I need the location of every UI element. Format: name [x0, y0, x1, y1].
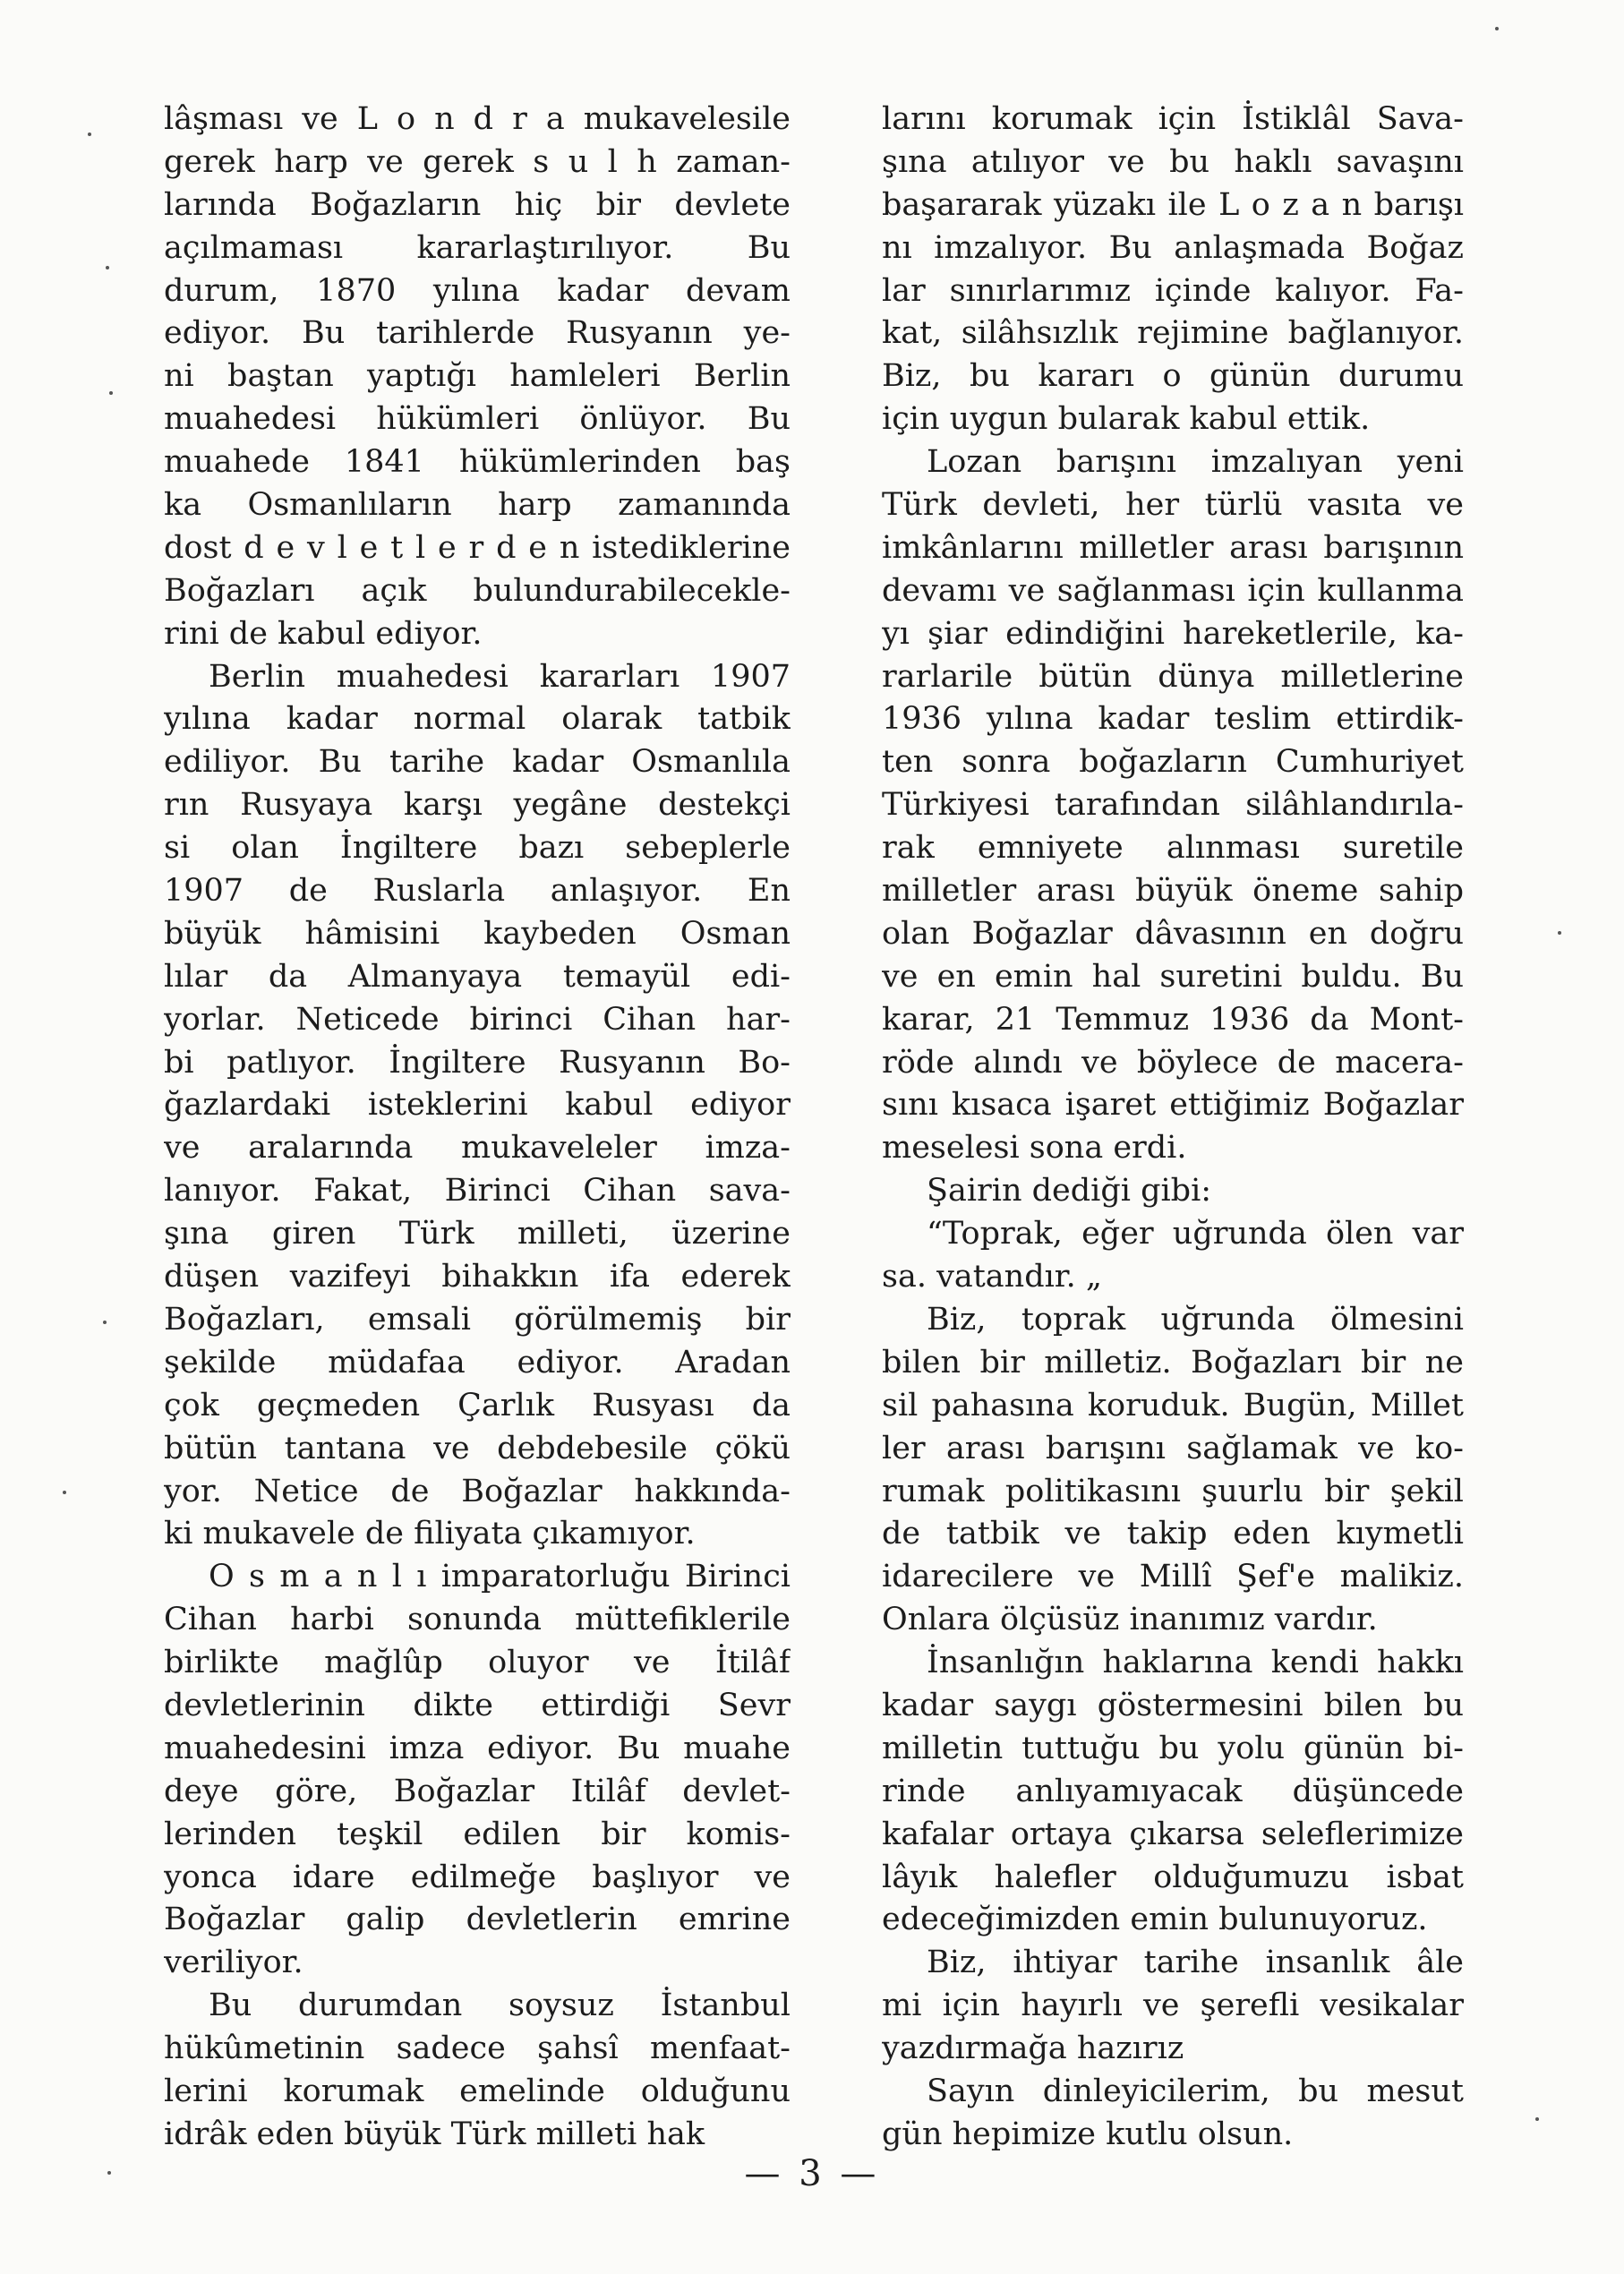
text-line: edeceğimizden emin bulunuyoruz.	[882, 1902, 1428, 1938]
scan-speck	[103, 1321, 107, 1324]
text-line: hükûmetinin sadece şahsî menfaat-	[164, 2030, 791, 2067]
text-line: yılına kadar normal olarak tatbik	[164, 701, 791, 738]
text-line: rak emniyete alınması suretile	[882, 830, 1464, 867]
text-line: olan Boğazlar dâvasının en doğru	[882, 915, 1464, 952]
text-line: lılar da Almanyaya temayül edi-	[164, 958, 791, 995]
text-line: milletin tuttuğu bu yolu günün bi-	[882, 1730, 1464, 1766]
text-line: muahede 1841 hükümlerinden baş	[164, 444, 791, 481]
scan-speck	[1535, 2117, 1539, 2121]
text-line: birlikte mağlûp oluyor ve İtilâf	[164, 1645, 791, 1681]
text-line: milletler arası büyük öneme sahip	[882, 873, 1464, 910]
text-line: de tatbik ve takip eden kıymetli	[882, 1516, 1464, 1552]
text-line: veriliyor.	[164, 1945, 303, 1981]
text-line: “Toprak, eğer uğrunda ölen var	[927, 1216, 1464, 1252]
text-line: Biz, ihtiyar tarihe insanlık âle	[927, 1945, 1464, 1981]
text-line: Boğazları açık bulundurabilecekle-	[164, 572, 791, 609]
text-line: kafalar ortaya çıkarsa seleflerimize	[882, 1816, 1464, 1852]
text-line: O s m a n l ı imparatorluğu Birinci	[209, 1559, 791, 1595]
text-line: ki mukavele de filiyata çıkamıyor.	[164, 1516, 696, 1552]
scan-speck	[107, 2171, 111, 2175]
text-line: Biz, bu kararı o günün durumu	[882, 358, 1464, 395]
text-line: kadar saygı göstermesini bilen bu	[882, 1687, 1464, 1723]
text-line: yonca idare edilmeğe başlıyor ve	[164, 1859, 791, 1895]
text-line: rinde anlıyamıyacak düşüncede	[882, 1773, 1464, 1809]
text-line: Berlin muahedesi kararları 1907	[209, 658, 791, 695]
text-line: Şairin dediği gibi:	[927, 1173, 1212, 1210]
text-line: idrâk eden büyük Türk milleti hak	[164, 2116, 705, 2152]
scan-speck	[109, 391, 113, 395]
text-line: açılmaması kararlaştırılıyor. Bu	[164, 229, 791, 266]
text-line: sını kısaca işaret ettiğimiz Boğazlar	[882, 1087, 1464, 1124]
text-line: rini de kabul ediyor.	[164, 615, 483, 652]
text-line: devletlerinin dikte ettirdiği Sevr	[164, 1687, 791, 1723]
text-line: Türk devleti, her türlü vasıta ve	[882, 487, 1464, 524]
text-line: Onlara ölçüsüz inanımız vardır.	[882, 1602, 1378, 1638]
text-line: meselesi sona erdi.	[882, 1130, 1187, 1167]
text-line: lerinden teşkil edilen bir komis-	[164, 1816, 791, 1852]
text-line: larını korumak için İstiklâl Sava-	[882, 101, 1464, 137]
text-line: durum, 1870 yılına kadar devam	[164, 272, 791, 309]
text-line: bi patlıyor. İngiltere Rusyanın Bo-	[164, 1044, 791, 1081]
text-line: dost d e v l e t l e r d e n istediklerine	[164, 529, 791, 566]
text-line: lerini korumak emelinde olduğunu	[164, 2073, 791, 2109]
text-line: röde alındı ve böylece de macera-	[882, 1044, 1464, 1081]
text-line: imkânlarını milletler arası barışının	[882, 529, 1464, 566]
left-text-column	[164, 98, 791, 2157]
text-line: bütün tantana ve debdebesile çökü	[164, 1430, 791, 1466]
text-line: düşen vazifeyi bihakkın ifa ederek	[164, 1259, 791, 1295]
text-line: ler arası barışını sağlamak ve ko-	[882, 1430, 1464, 1466]
text-line: Biz, toprak uğrunda ölmesini	[927, 1301, 1464, 1338]
text-line: rın Rusyaya karşı yegâne destekçi	[164, 787, 791, 824]
text-line: si olan İngiltere bazı sebeplerle	[164, 830, 791, 867]
text-line: kat, silâhsızlık rejimine bağlanıyor.	[882, 315, 1464, 352]
text-line: ediliyor. Bu tarihe kadar Osmanlıla	[164, 744, 791, 781]
text-line: yorlar. Neticede birinci Cihan har-	[164, 1001, 791, 1038]
text-line: Lozan barışını imzalıyan yeni	[927, 444, 1464, 481]
text-line: muahedesi hükümleri önlüyor. Bu	[164, 401, 791, 438]
text-line: Sayın dinleyicilerim, bu mesut	[927, 2073, 1464, 2109]
text-line: lanıyor. Fakat, Birinci Cihan sava-	[164, 1173, 791, 1210]
right-text-column	[882, 98, 1464, 2157]
text-line: sil pahasına koruduk. Bugün, Millet	[882, 1387, 1464, 1423]
text-line: devamı ve sağlanması için kullanma	[882, 572, 1464, 609]
text-line: Boğazları, emsali görülmemiş bir	[164, 1301, 791, 1338]
text-line: larında Boğazların hiç bir devlete	[164, 186, 791, 223]
text-line: Bu durumdan soysuz İstanbul	[209, 1988, 791, 2024]
text-line: gerek harp ve gerek s u l h zaman-	[164, 143, 791, 180]
text-line: ka Osmanlıların harp zamanında	[164, 487, 791, 524]
scan-speck	[88, 133, 91, 136]
text-line: lar sınırlarımız içinde kalıyor. Fa-	[882, 272, 1464, 309]
text-line: deye göre, Boğazlar Itilâf devlet-	[164, 1773, 791, 1809]
text-line: başararak yüzakı ile L o z a n barışı	[882, 186, 1464, 223]
text-line: şekilde müdafaa ediyor. Aradan	[164, 1344, 791, 1381]
text-line: muahedesini imza ediyor. Bu muahe	[164, 1730, 791, 1766]
text-line: ediyor. Bu tarihlerde Rusyanın ye-	[164, 315, 791, 352]
text-line: lâyık halefler olduğumuzu isbat	[882, 1859, 1464, 1895]
scan-speck	[106, 266, 109, 269]
text-line: yor. Netice de Boğazlar hakkında-	[164, 1473, 791, 1509]
text-line: yazdırmağa hazırız	[882, 2030, 1184, 2067]
text-line: karar, 21 Temmuz 1936 da Mont-	[882, 1001, 1464, 1038]
text-line: Türkiyesi tarafından silâhlandırıla-	[882, 787, 1464, 824]
text-line: ve en emin hal suretini buldu. Bu	[882, 958, 1464, 995]
text-line: mi için hayırlı ve şerefli vesikalar	[882, 1988, 1464, 2024]
scan-speck	[1558, 931, 1561, 935]
text-line: İnsanlığın haklarına kendi hakkı	[927, 1645, 1464, 1681]
scan-speck	[63, 1491, 66, 1494]
text-line: sa. vatandır. „	[882, 1259, 1103, 1295]
text-line: lâşması ve L o n d r a mukavelesile	[164, 101, 791, 137]
text-line: Cihan harbi sonunda müttefiklerile	[164, 1602, 791, 1638]
text-line: ten sonra boğazların Cumhuriyet	[882, 744, 1464, 781]
text-line: 1936 yılına kadar teslim ettirdik-	[882, 701, 1464, 738]
text-line: bilen bir milletiz. Boğazları bir ne	[882, 1344, 1464, 1381]
text-line: gün hepimize kutlu olsun.	[882, 2116, 1294, 2152]
text-line: için uygun bularak kabul ettik.	[882, 401, 1371, 438]
text-line: rarlarile bütün dünya milletlerine	[882, 658, 1464, 695]
scan-speck	[1495, 27, 1499, 30]
text-line: büyük hâmisini kaybeden Osman	[164, 915, 791, 952]
text-line: 1907 de Ruslarla anlaşıyor. En	[164, 873, 791, 910]
text-line: rumak politikasını şuurlu bir şekil	[882, 1473, 1464, 1509]
text-line: şına atılıyor ve bu haklı savaşını	[882, 143, 1464, 180]
text-line: ni baştan yaptığı hamleleri Berlin	[164, 358, 791, 395]
text-line: çok geçmeden Çarlık Rusyası da	[164, 1387, 791, 1423]
text-line: nı imzalıyor. Bu anlaşmada Boğaz	[882, 229, 1464, 266]
text-line: idarecilere ve Millî Şef'e malikiz.	[882, 1559, 1464, 1595]
text-line: yı şiar edindiğini hareketlerile, ka-	[882, 615, 1464, 652]
text-line: Boğazlar galip devletlerin emrine	[164, 1902, 791, 1938]
text-line: ğazlardaki isteklerini kabul ediyor	[164, 1087, 791, 1124]
text-line: şına giren Türk milleti, üzerine	[164, 1216, 791, 1252]
text-line: ve aralarında mukaveleler imza-	[164, 1130, 791, 1167]
page-number: — 3 —	[744, 2153, 880, 2194]
